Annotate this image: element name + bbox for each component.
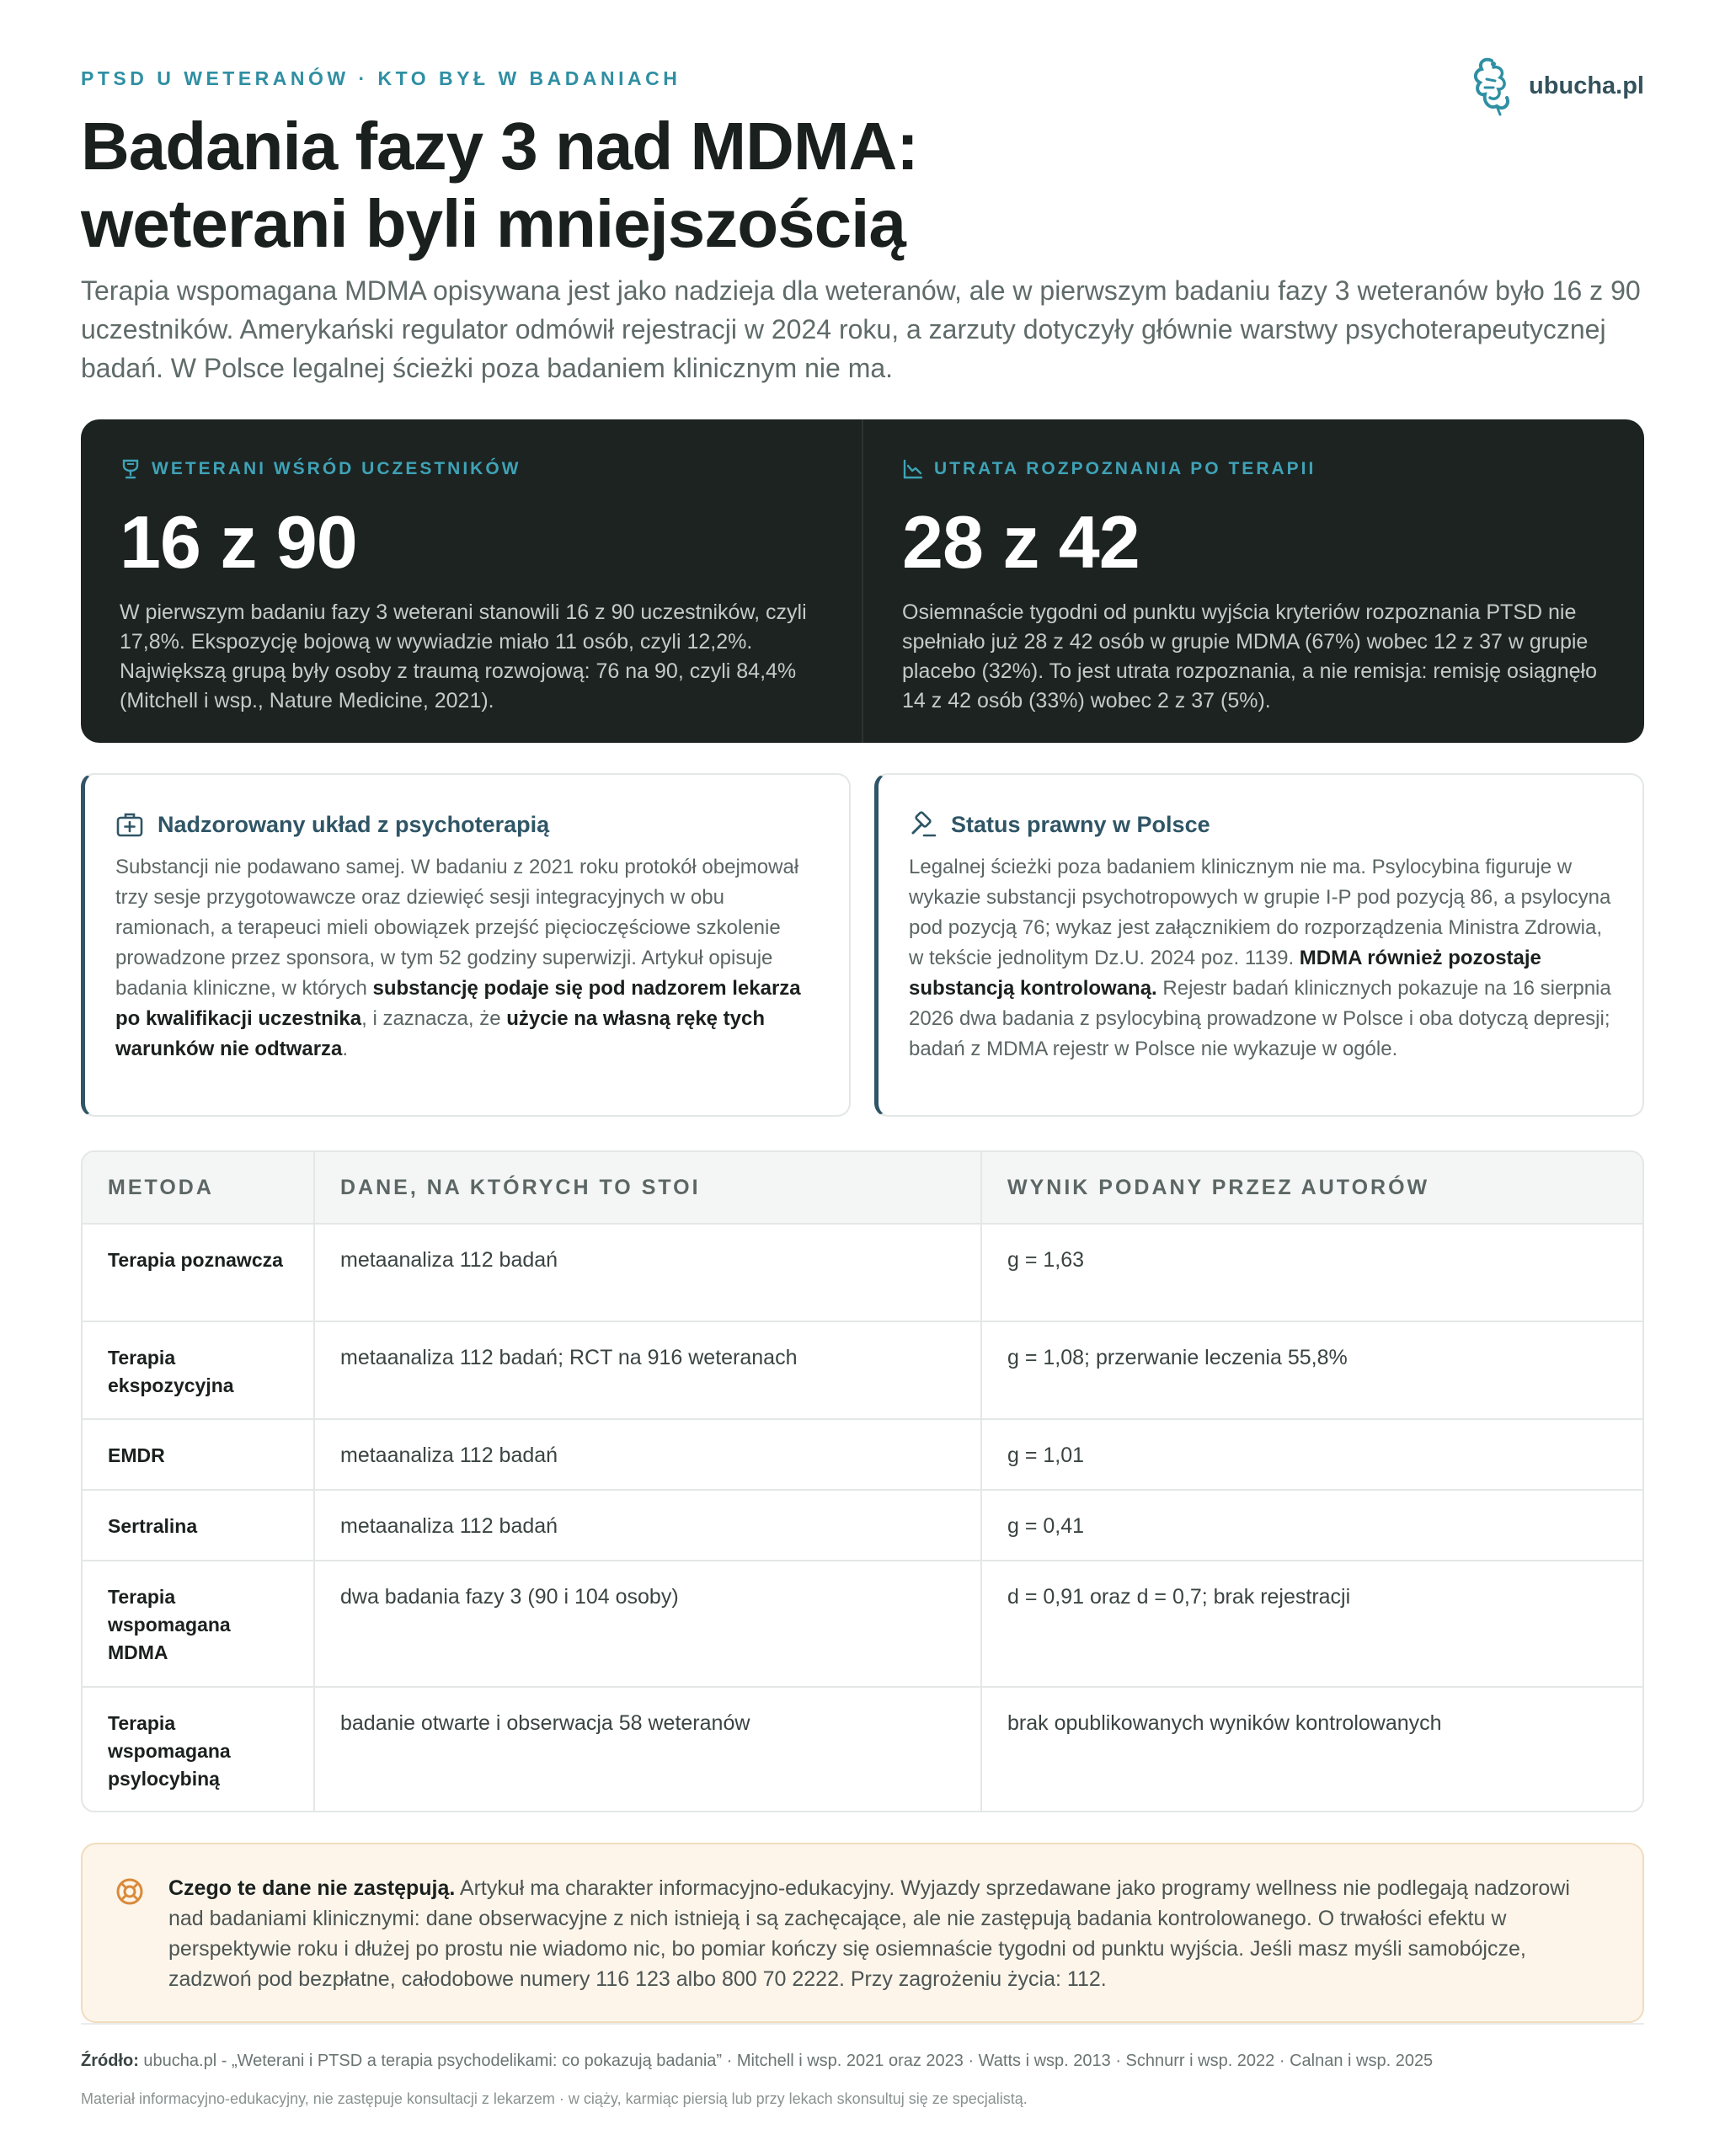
source-label: Źródło: — [81, 2052, 139, 2070]
warning-box — [81, 1843, 1644, 2023]
table-header-result: WYNIK PODANY PRZEZ AUTORÓW — [980, 1152, 1642, 1223]
table-cell-method: Sertralina — [108, 1515, 198, 1537]
stat-diagnosis-loss-label: UTRATA ROZPOZNANIA PO TERAPII — [934, 459, 1316, 478]
methods-table — [81, 1150, 1644, 1812]
card-supervised-setting-emphasis-2: użycie na własną rękę tych warunków nie odtwarza — [115, 1007, 766, 1060]
warning-text: Czego te dane nie zastępują. Artykuł ma charakter informacyjno-edukacyjny. Wyjazdy sprzedawane jako programy wellness nie podlegają nadzorowi nad badaniami klinicznymi: dane obserwacyjne z nich istnieją i są zachęcające, ale nie zastępują badania kontrolowanego. O trwałości efektu w perspektywie roku i dłużej po prostu nie wiadomo nic, bo pomiar kończy się osiemnaście tygodni od punktu wyjścia. Jeśli masz myśli samobójcze, zadzwoń pod bezpłatne, całodobowe numery 116 123 albo 800 70 2222. Przy zagrożeniu życia: 112. — [168, 1876, 1570, 1991]
stat-diagnosis-loss-text: Osiemnaście tygodni od punktu wyjścia kryteriów rozpoznania PTSD nie spełniało już 28 z 42 osób w grupie MDMA (67%) wobec 12 z 37 w grupie placebo (32%). To jest utrata rozpoznania, a nie remisja: remisję osiągnęło 14 z 42 osób (33%) wobec 2 z 37 (5%). — [902, 600, 1597, 712]
table-cell-result: g = 1,08; przerwanie leczenia 55,8% — [980, 1322, 1642, 1418]
stat-diagnosis-loss — [862, 419, 1644, 743]
brand-name: ubucha.pl — [1529, 72, 1644, 99]
card-supervised-setting-emphasis-1: substancję podaje się pod nadzorem lekarza po kwalifikacji uczestnika — [115, 977, 801, 1030]
table-header-method: METODA — [108, 1175, 214, 1199]
stat-diagnosis-loss-value: 28 z 42 — [902, 500, 1140, 584]
table-cell-result: g = 0,41 — [980, 1491, 1642, 1560]
medical-kit-icon — [115, 810, 144, 839]
table-header-row — [83, 1152, 1642, 1223]
lifebuoy-icon — [115, 1876, 145, 1907]
stat-diagnosis-loss-header — [902, 458, 1605, 480]
table-row — [83, 1686, 1642, 1811]
table-row — [83, 1321, 1642, 1418]
infographic-page — [81, 0, 1644, 2156]
page-title-line-1: Badania fazy 3 nad MDMA: — [81, 109, 918, 184]
table-cell-method: Terapia wspomagana psylocybiną — [108, 1712, 231, 1790]
table-cell-data: metaanaliza 112 badań — [313, 1225, 980, 1321]
stat-veterans-header — [120, 458, 823, 480]
source-line: Źródło: ubucha.pl - „Weterani i PTSD a terapia psychodelikami: co pokazują badania” · Mitchell i wsp. 2021 oraz 2023 · Watts i wsp. 2013 · Schnurr i wsp. 2022 · Calnan i wsp. 2025 — [81, 2052, 1434, 2070]
disclaimer-note: Materiał informacyjno-edukacyjny, nie zastępuje konsultacji z lekarzem · w ciąży, karmiąc piersią lub przy lekach skonsultuj się ze specjalistą. — [81, 2090, 1028, 2107]
card-legal-status-text: Legalnej ścieżki poza badaniem klinicznym nie ma. Psylocybina figuruje w wykazie substancji psychotropowych w grupie I-P pod pozycją 86, a psylocyna pod pozycją 76; wykaz jest załącznikiem do rozporządzenia Ministra Zdrowia, w tekście jednolitym Dz.U. 2024 poz. 1139. MDMA również pozostaje substancją kontrolowaną. Rejestr badań klinicznych pokazuje na 16 sierpnia 2026 dwa badania z psylocybiną prowadzone w Polsce i oba dotyczą depresji; badań z MDMA rejestr w Polsce nie wykazuje w ogóle. — [909, 856, 1611, 1060]
card-legal-status — [874, 773, 1644, 1117]
medal-icon — [120, 458, 142, 480]
table-row — [83, 1489, 1642, 1560]
card-legal-status-title: Status prawny w Polsce — [951, 811, 1210, 837]
card-supervised-setting — [81, 773, 851, 1117]
stat-veterans-text: W pierwszym badaniu fazy 3 weterani stanowili 16 z 90 uczestników, czyli 17,8%. Ekspozycję bojową w wywiadzie miało 11 osób, czyli 12,2%. Największą grupą były osoby z traumą rozwojową: 76 na 90, czyli 84,4% (Mitchell i wsp., Nature Medicine, 2021). — [120, 600, 807, 712]
stat-veterans — [81, 419, 862, 743]
table-cell-data: metaanaliza 112 badań — [313, 1420, 980, 1489]
table-cell-data: metaanaliza 112 badań; RCT na 916 weteranach — [313, 1322, 980, 1418]
table-row — [83, 1223, 1642, 1321]
page-title — [81, 108, 1344, 263]
lead-paragraph: Terapia wspomagana MDMA opisywana jest jako nadzieja dla weteranów, ale w pierwszym badaniu fazy 3 weteranów było 16 z 90 uczestników. Amerykański regulator odmówił rejestracji w 2024 roku, a zarzuty dotyczyły głównie warstwy psychoterapeutycznej badań. W Polsce legalnej ścieżki poza badaniem klinicznym nie ma. — [81, 275, 1641, 383]
stat-veterans-label: WETERANI WŚRÓD UCZESTNIKÓW — [152, 459, 521, 478]
chart-down-icon — [902, 458, 924, 480]
table-cell-data: dwa badania fazy 3 (90 i 104 osoby) — [313, 1561, 980, 1686]
page-title-line-2: weterani byli mniejszością — [81, 186, 905, 261]
card-legal-status-emphasis: MDMA również pozostaje substancją kontrolowaną. — [909, 947, 1541, 1000]
table-cell-result: g = 1,63 — [980, 1225, 1642, 1321]
table-cell-method: EMDR — [108, 1444, 165, 1466]
table-cell-method: Terapia ekspozycyjna — [108, 1347, 234, 1396]
table-cell-method: Terapia wspomagana MDMA — [108, 1586, 231, 1663]
table-cell-data: metaanaliza 112 badań — [313, 1491, 980, 1560]
brand-logo-icon — [1468, 56, 1517, 116]
table-cell-result: g = 1,01 — [980, 1420, 1642, 1489]
table-row — [83, 1560, 1642, 1686]
table-cell-method: Terapia poznawcza — [108, 1249, 283, 1271]
gavel-icon — [909, 810, 937, 839]
table-cell-result: brak opublikowanych wyników kontrolowanych — [980, 1688, 1642, 1811]
eyebrow-label: PTSD U WETERANÓW · KTO BYŁ W BADANIACH — [81, 67, 681, 89]
card-legal-status-header — [909, 810, 1612, 839]
table-cell-result: d = 0,91 oraz d = 0,7; brak rejestracji — [980, 1561, 1642, 1686]
card-supervised-setting-title: Nadzorowany układ z psychoterapią — [158, 811, 550, 837]
table-cell-data: badanie otwarte i obserwacja 58 weteranów — [313, 1688, 980, 1811]
stats-panel — [81, 419, 1644, 743]
card-supervised-setting-text: Substancji nie podawano samej. W badaniu z 2021 roku protokół obejmował trzy sesje przygotowawcze oraz dziewięć sesji integracyjnych w obu ramionach, a terapeuci mieli obowiązek przejść pięcioczęściowe szkolenie prowadzone przez sponsora, w tym 52 godziny superwizji. Artykuł opisuje badania kliniczne, w których substancję podaje się pod nadzorem lekarza po kwalifikacji uczestnika, i zaznacza, że użycie na własną rękę tych warunków nie odtwarza. — [115, 856, 801, 1060]
card-supervised-setting-header — [115, 810, 819, 839]
brand-logo[interactable] — [1468, 56, 1644, 116]
stat-veterans-value: 16 z 90 — [120, 500, 357, 584]
table-row — [83, 1418, 1642, 1489]
warning-title: Czego te dane nie zastępują. — [168, 1876, 456, 1900]
table-header-data: DANE, NA KTÓRYCH TO STOI — [313, 1152, 980, 1223]
footer-divider — [81, 2023, 1644, 2025]
